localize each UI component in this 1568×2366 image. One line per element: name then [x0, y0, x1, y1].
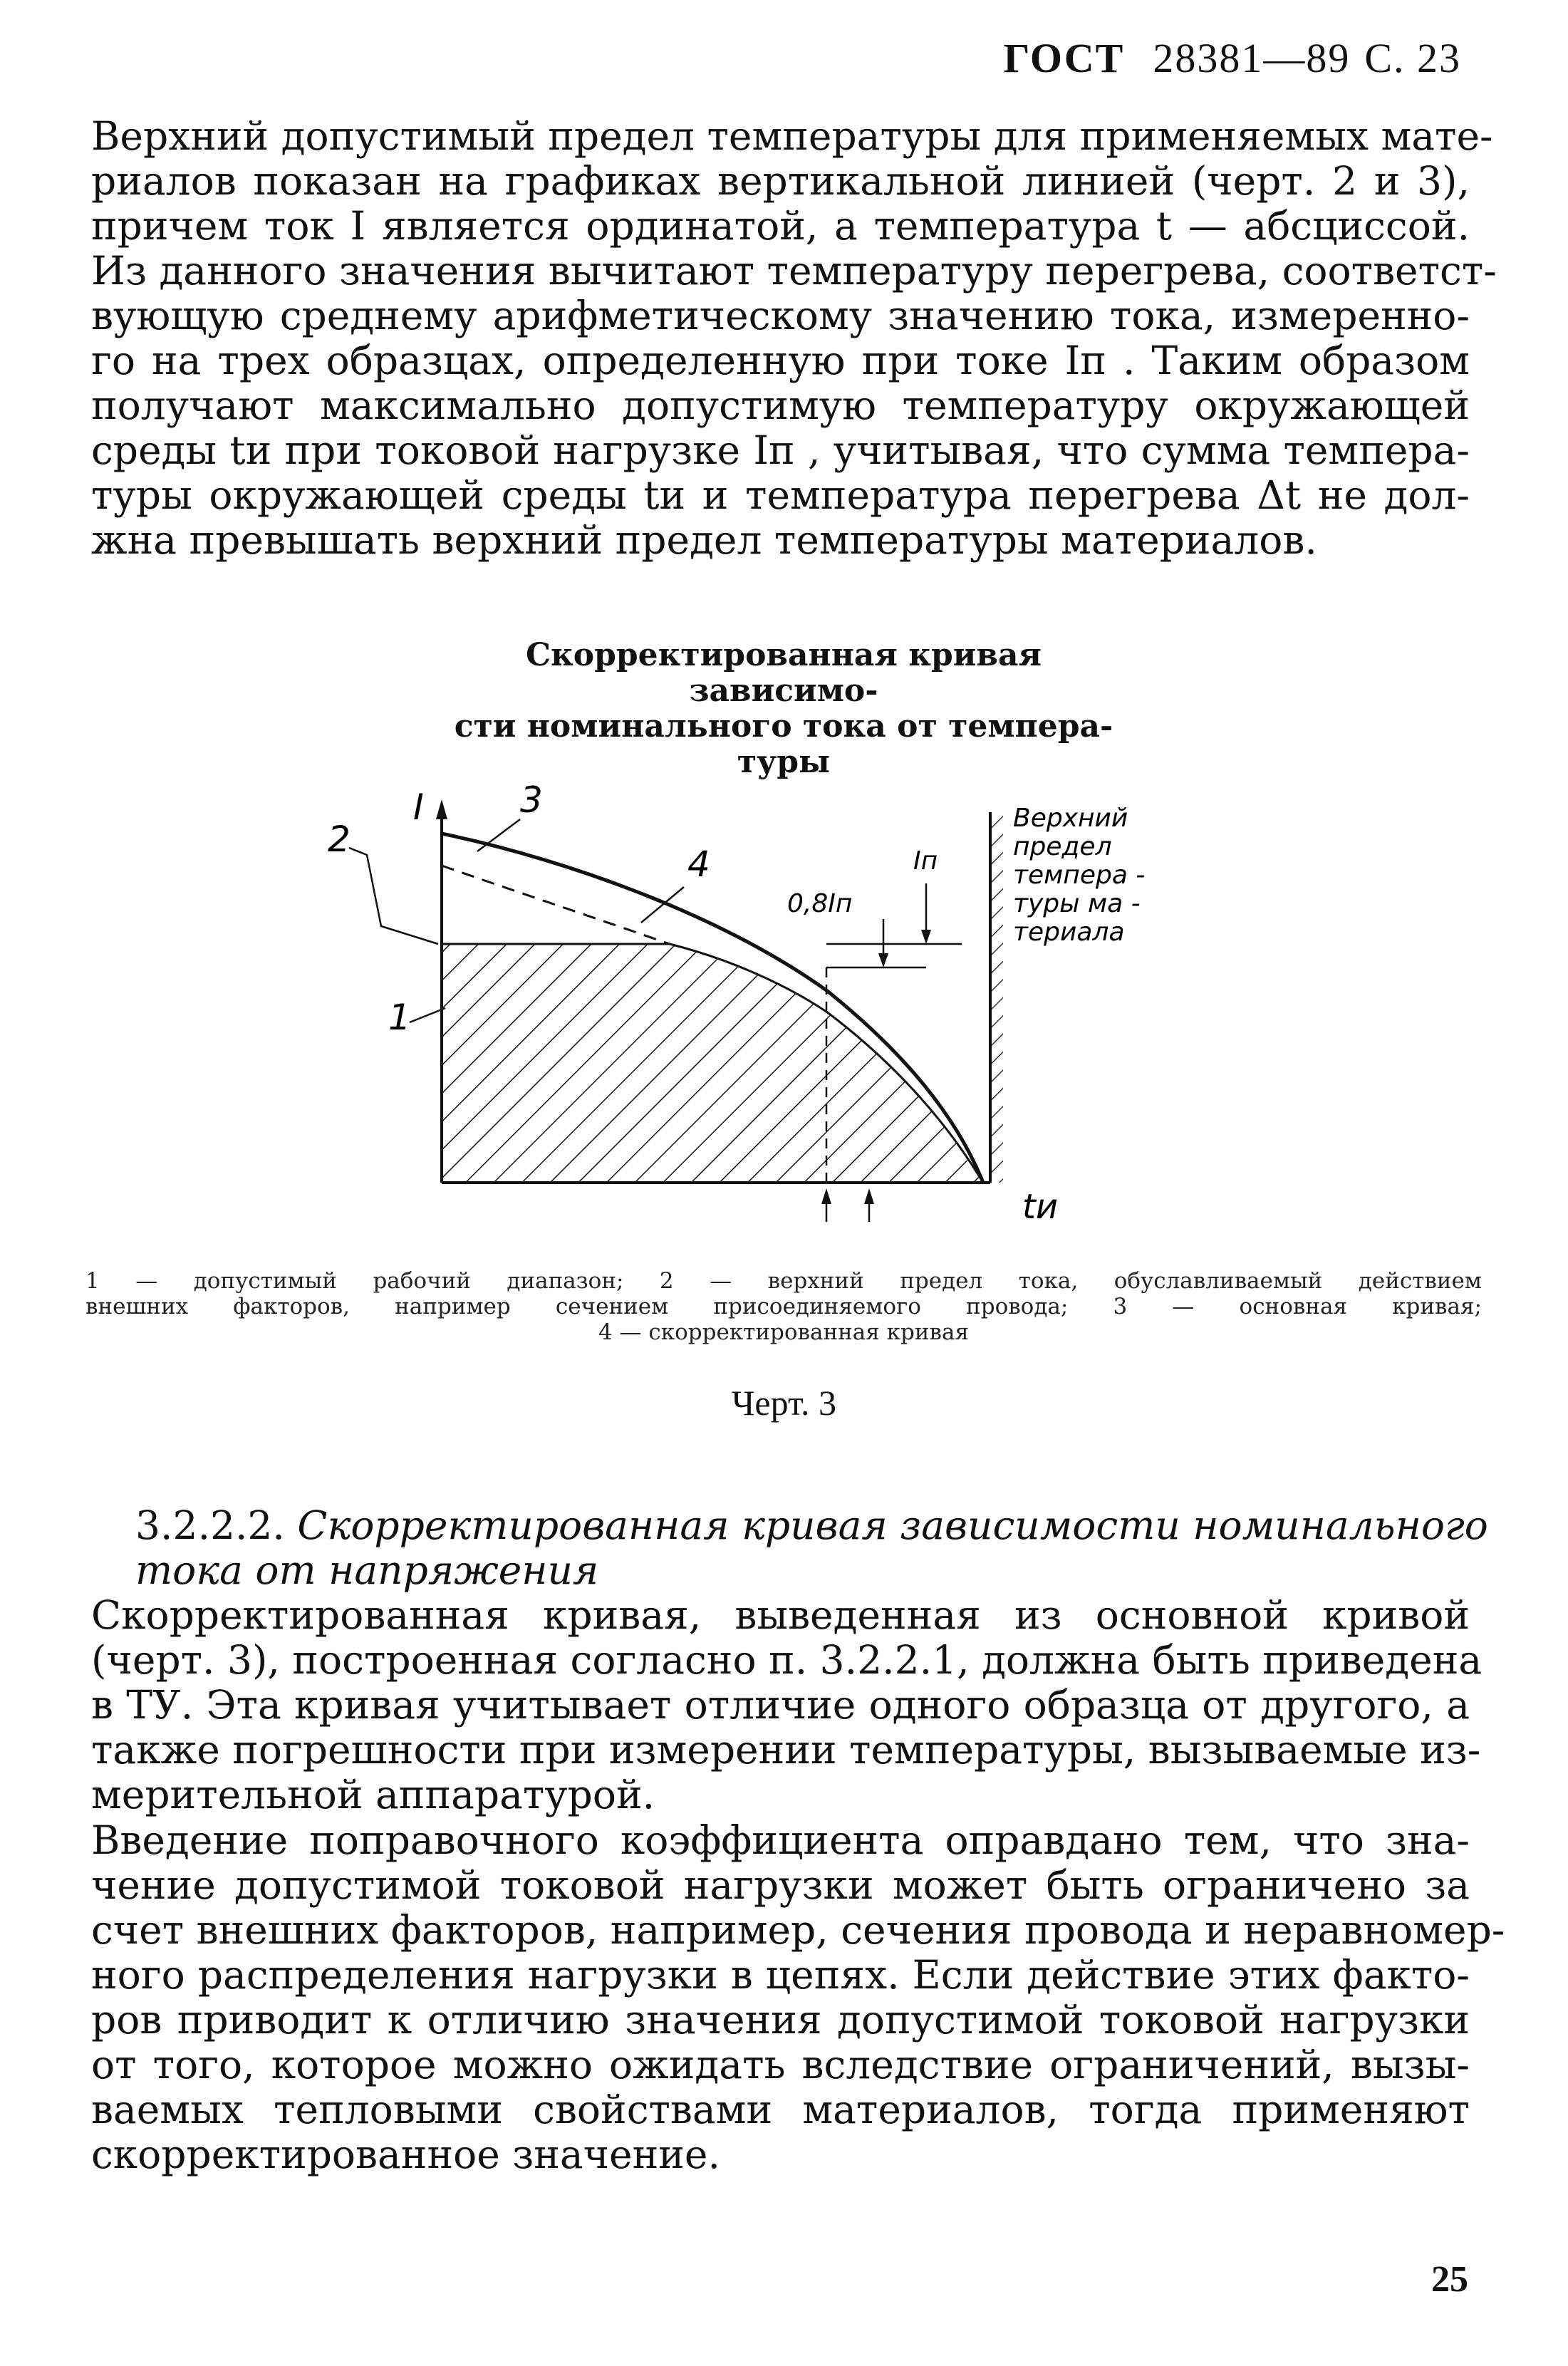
section-title-part-2: тока от напряжения — [135, 1547, 599, 1593]
y-axis-arrow — [436, 799, 447, 819]
paragraph-1-line: причем ток I является ординатой, а температура t — абсциссой. — [91, 203, 1470, 249]
figure-title — [427, 638, 1140, 780]
paragraph-3-line: ного распределения нагрузки в цепях. Если действие этих факто- — [91, 1952, 1470, 1998]
paragraph-2-line: Скорректированная кривая, выведенная из основной кривой — [91, 1592, 1470, 1638]
legend-line: 1 — допустимый рабочий диапазон; 2 — верхний предел тока, обуславливаемый действием — [85, 1268, 1482, 1294]
section-heading-line-1 — [135, 1503, 1488, 1548]
label-2-pointer — [349, 848, 438, 944]
paragraph-3-line: ваемых тепловыми свойствами материалов, тогда применяют — [91, 2087, 1470, 2132]
label-08In: 0,8Iп — [787, 889, 853, 918]
paragraph-2-line: (черт. 3), построенная согласно п. 3.2.2.1, должна быть приведена — [91, 1637, 1483, 1683]
paragraph-1 — [91, 113, 1497, 563]
t-arrow-right-head — [864, 1188, 874, 1204]
limit-label-line: Верхний — [1013, 804, 1128, 833]
paragraph-1-line: туры окружающей среды tи и температура перегрева Δt не дол- — [91, 472, 1470, 518]
paragraph-1-line: вующую среднему арифметическому значению тока, измеренно- — [91, 293, 1470, 338]
limit-label-line: темпера - — [1013, 861, 1146, 890]
paragraph-2-line: мерительной аппаратурой. — [91, 1772, 655, 1817]
curve-label-3: 3 — [520, 784, 543, 821]
figure-legend — [85, 1268, 1482, 1345]
page-number: 25 — [1431, 2259, 1468, 2300]
legend-line: внешних факторов, например сечением присоединяемого провода; 3 — основная кривая; — [85, 1294, 1482, 1319]
temperature-limit-hatching — [992, 812, 1003, 1183]
header-page: С. 23 — [1364, 35, 1461, 81]
t-arrow-left-head — [821, 1188, 831, 1204]
curve-label-1: 1 — [388, 997, 411, 1038]
paragraph-2-line: в ТУ. Эта кривая учитывает отличие одного образца от другого, а — [91, 1682, 1470, 1728]
paragraph-3-line: чение допустимой токовой нагрузки может быть ограничено за — [91, 1862, 1470, 1908]
legend-line: 4 — скорректированная кривая — [598, 1319, 970, 1345]
paragraph-3-line: счет внешних факторов, например, сечения провода и неравномер- — [91, 1907, 1505, 1953]
x-axis-label: tи — [1022, 1187, 1059, 1227]
paragraph-3-line: скорректированное значение. — [91, 2132, 720, 2177]
curve-label-4: 4 — [687, 844, 710, 885]
header-standard-number: 28381—89 — [1153, 35, 1351, 81]
label-4-pointer — [641, 887, 684, 923]
paragraph-2 — [91, 1592, 1483, 1817]
paragraph-3 — [91, 1817, 1505, 2177]
limit-label-line: предел — [1013, 832, 1112, 861]
figure-caption: Черт. 3 — [731, 1383, 837, 1423]
page-header — [1003, 34, 1461, 82]
paragraph-1-line: риалов показан на графиках вертикальной линией (черт. 2 и 3), — [91, 158, 1470, 204]
limit-label-line: териала — [1013, 918, 1125, 947]
operating-region-1 — [442, 944, 983, 1183]
figure-title-line: Скорректированная кривая зависимо- — [525, 637, 1042, 709]
figure-title-line: сти номинального тока от темпера- — [454, 708, 1113, 744]
arrow-08In-head — [878, 953, 888, 967]
paragraph-3-line: ров приводит к отличию значения допустимой токовой нагрузки — [91, 1997, 1470, 2043]
y-axis-label: I — [413, 787, 424, 828]
section-heading — [135, 1503, 1488, 1593]
paragraph-1-line: среды tи при токовой нагрузке Iп , учитывая, что сумма темпера- — [91, 427, 1470, 473]
paragraph-2-line: также погрешности при измерении температуры, вызываемые из- — [91, 1727, 1481, 1773]
curve-2-upper-current-limit — [442, 866, 670, 944]
curve-label-2: 2 — [328, 819, 351, 860]
label-In: Iп — [913, 846, 938, 876]
figure-title-line: туры — [737, 744, 831, 780]
paragraph-1-line: Из данного значения вычитают температуру перегрева, соответст- — [91, 248, 1497, 294]
arrow-In-head — [921, 930, 931, 944]
current-temperature-diagram — [328, 784, 1147, 1254]
paragraph-1-line: го на трех образцах, определенную при токе Iп . Таким образом — [91, 338, 1470, 383]
paragraph-1-line: жна превышать верхний предел температуры материалов. — [91, 517, 1317, 563]
paragraph-3-line: Введение поправочного коэффициента оправдано тем, что зна- — [91, 1817, 1470, 1863]
limit-label-line: туры ма - — [1013, 889, 1141, 918]
section-number: 3.2.2.2. — [135, 1503, 285, 1548]
header-gost: ГОСТ — [1003, 35, 1125, 81]
label-1-pointer — [410, 1008, 445, 1022]
paragraph-1-line: получают максимально допустимую температуру окружающей — [91, 383, 1470, 428]
paragraph-3-line: от того, которое можно ожидать вследствие ограничений, вызы- — [91, 2042, 1470, 2087]
section-title-part-1: Скорректированная кривая зависимости номинального — [297, 1503, 1488, 1548]
paragraph-1-line: Верхний допустимый предел температуры для применяемых мате- — [91, 113, 1493, 159]
